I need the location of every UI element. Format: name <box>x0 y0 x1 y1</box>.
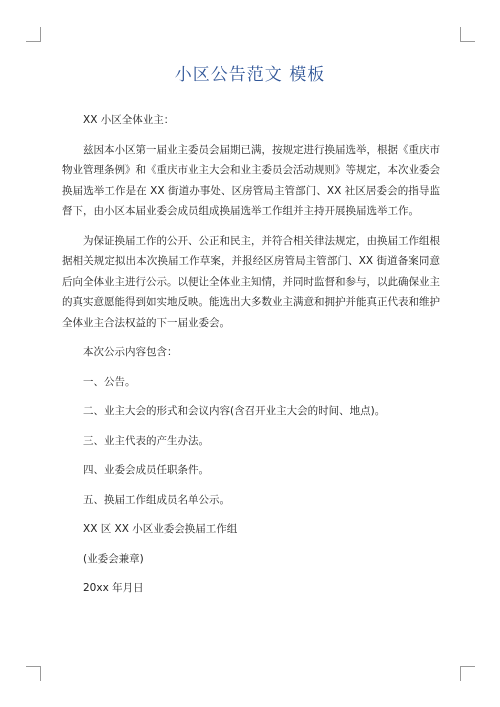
list-item-2: 二、业主大会的形式和会议内容(含召开业主大会的时间、地点)。 <box>83 405 386 417</box>
signature-seal: (业委会兼章) <box>83 552 144 565</box>
crop-mark-bottom-left <box>26 666 41 681</box>
list-intro: 本次公示内容包含： <box>83 346 178 358</box>
signature-date: 20xx 年月日 <box>83 582 144 594</box>
crop-mark-top-right <box>460 27 475 42</box>
crop-mark-top-left <box>26 27 41 42</box>
paragraph-2: 为保证换届工作的公开、公正和民主，并符合相关律法规定，由换届工作组根据相关规定拟出本次换届工作草案，并报经区房管局主管部门、XX 街道备案同意后向全体业主进行公示。以便让全体业主知情，并同时监督和参与，以此确保业主的真实意愿能得到如实地反映。能选出大多数业主满意和拥护并能真正代表和维护全体业主合法权益的下一届业委会。 <box>62 234 440 329</box>
paragraph-1: 兹因本小区第一届业主委员会届期已满，按规定进行换届选举，根据《重庆市物业管理条例》和《重庆市业主大会和业主委员会活动规则》等规定，本次业委会换届选举工作是在 XX 街道办事处、区房管局主管部门、XX 社区居委会的指导监督下，由小区本届业委会成员组成换届选举工作组并主持开展换届选举工作。 <box>62 143 440 217</box>
crop-mark-bottom-right <box>460 666 475 681</box>
list-item-5: 五、换届工作组成员名单公示。 <box>83 493 230 506</box>
list-item-4: 四、业委会成员任职条件。 <box>83 464 209 476</box>
list-item-1: 一、公告。 <box>83 375 136 388</box>
signature-org: XX 区 XX 小区业委会换届工作组 <box>83 523 238 535</box>
document-body <box>62 110 440 599</box>
salutation: XX 小区全体业主： <box>83 114 175 126</box>
document-title: 小区公告范文 模板 <box>174 65 326 85</box>
list-item-3: 三、业主代表的产生办法。 <box>83 434 209 447</box>
